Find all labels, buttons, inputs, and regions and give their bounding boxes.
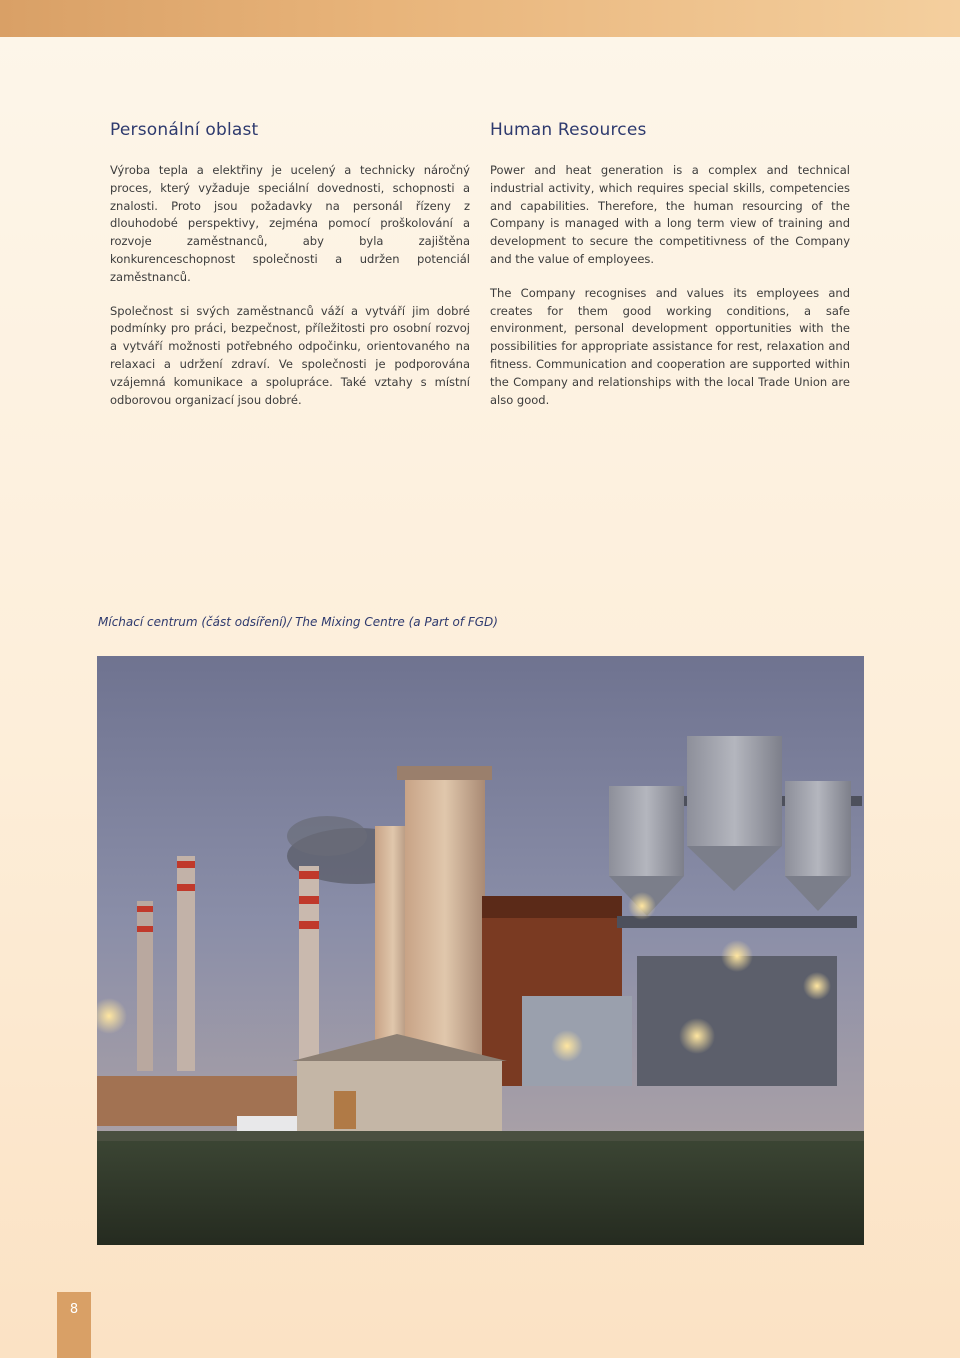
english-column <box>490 120 850 425</box>
page-number-tab <box>57 1292 91 1358</box>
paragraph-cs-1: Výroba tepla a elektřiny je ucelený a technicky náročný proces, který vyžaduje speciální dovednosti, schopnosti a znalosti. Proto jsou požadavky na personál řízeny z dlouhodobé perspektivy, zejména pomocí proškolování a rozvoje zaměstnanců, aby byla zajištěna konkurenceschopnost společnosti a udržen potenciál zaměstnanců. <box>110 163 470 284</box>
photo-caption: Míchací centrum (část odsíření)/ The Mixing Centre (a Part of FGD) <box>98 615 498 629</box>
paragraph-en-2: The Company recognises and values its employees and creates for them good working conditions, a safe environment, personal development opportunities with the possibilities for appropriate assistance for rest, relaxation and fitness. Communication and cooperation are supported within the Company and relationships with the local Trade Union are also good. <box>490 285 850 407</box>
power-plant-photo <box>97 656 864 1245</box>
paragraph-en-1: Power and heat generation is a complex and technical industrial activity, which requires special skills, competencies and capabilities. Therefore, the human resourcing of the Company is managed with a long term view of training and development to secure the competitivness of the Company and the value of employees. <box>490 163 850 266</box>
lawn <box>97 1136 864 1245</box>
section-heading-en: Human Resources <box>490 120 647 140</box>
section-heading-cs: Personální oblast <box>110 120 259 140</box>
czech-column <box>110 120 470 425</box>
paragraph-cs-2: Společnost si svých zaměstnanců váží a vytváří jim dobré podmínky pro práci, bezpečnost, příležitosti pro osobní rozvoj a vytváří možnosti potřebného odpočinku, orientovaného na relaxaci a udržení zdraví. Ve společnosti je podporována vzájemná komunikace a spolupráce. Také vztahy s místní odborovou organizací jsou dobré. <box>110 303 470 407</box>
page-number: 8 <box>69 1302 79 1317</box>
top-decorative-band <box>0 0 960 37</box>
